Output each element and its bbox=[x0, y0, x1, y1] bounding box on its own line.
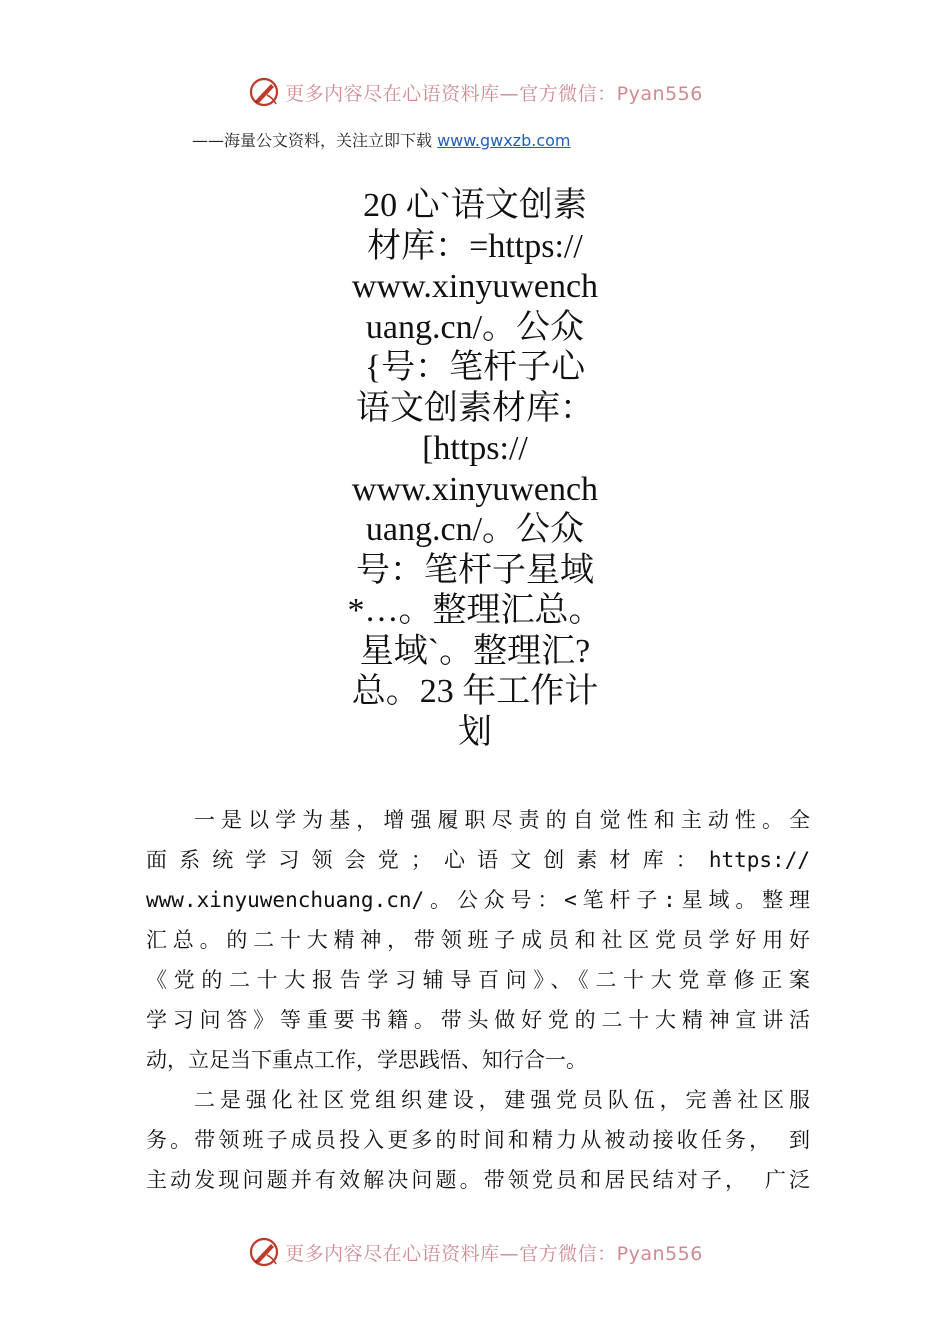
paragraph-line: 《党的二十大报告学习辅导百问》、《二十大党章修正案 bbox=[146, 968, 810, 992]
title-line: [https:// bbox=[422, 430, 528, 467]
paragraph-line: 汇总。的二十大精神，带领班子成员和社区党员学好用好 bbox=[146, 928, 810, 952]
paragraph-line: www.xinyuwenchuang.cn/。公众号：<笔杆子:星域。整理 bbox=[146, 888, 810, 912]
download-notice-text: ——海量公文资料，关注立即下载 bbox=[192, 131, 438, 150]
title-line: 20 心`语文创素 bbox=[363, 187, 587, 224]
title-line: uang.cn/。公众 bbox=[365, 308, 585, 346]
title-line: 材库：=https:// bbox=[367, 227, 583, 265]
pen-logo-icon bbox=[247, 75, 281, 109]
title-line: 总。23 年工作计 bbox=[351, 673, 599, 710]
title-line: 星域`。整理汇? bbox=[359, 632, 591, 670]
header-banner bbox=[0, 72, 950, 112]
paragraph-line: 一是以学为基，增强履职尽责的自觉性和主动性。全 bbox=[194, 808, 810, 832]
download-notice bbox=[192, 128, 571, 151]
body-text bbox=[146, 800, 810, 1200]
paragraph-line: 学习问答》等重要书籍。带头做好党的二十大精神宣讲活 bbox=[146, 1008, 810, 1032]
title-line: 划 bbox=[458, 713, 492, 751]
header-banner-text: 更多内容尽在心语资料库—官方微信：Pyan556 bbox=[285, 82, 703, 105]
pen-logo-icon bbox=[247, 1235, 281, 1269]
title-line: www.xinyuwench bbox=[351, 268, 599, 305]
website-link[interactable]: www.gwxzb.com bbox=[437, 131, 571, 150]
footer-banner bbox=[0, 1232, 950, 1272]
title-line: 语文创素材库： bbox=[356, 389, 594, 427]
document-title bbox=[325, 186, 625, 753]
title-line: www.xinyuwench bbox=[351, 470, 599, 508]
title-line: uang.cn/。公众 bbox=[365, 511, 585, 548]
title-line: {号：笔杆子心 bbox=[364, 349, 586, 386]
title-line: *…。整理汇总。 bbox=[347, 592, 603, 629]
paragraph-line: 动，立足当下重点工作，学思践悟、知行合一。 bbox=[146, 1048, 587, 1072]
paragraph-line: 务。带领班子成员投入更多的时间和精力从被动接收任务， 到 bbox=[146, 1128, 810, 1152]
paragraph-line: 二是强化社区党组织建设，建强党员队伍，完善社区服 bbox=[194, 1088, 810, 1112]
title-line: 号：笔杆子星域 bbox=[356, 551, 594, 589]
paragraph-line: 主动发现问题并有效解决问题。带领党员和居民结对子， 广泛 bbox=[146, 1168, 810, 1192]
paragraph-line: 面系统学习领会党；心语文创素材库：https:// bbox=[146, 848, 810, 872]
footer-banner-text: 更多内容尽在心语资料库—官方微信：Pyan556 bbox=[285, 1242, 703, 1265]
